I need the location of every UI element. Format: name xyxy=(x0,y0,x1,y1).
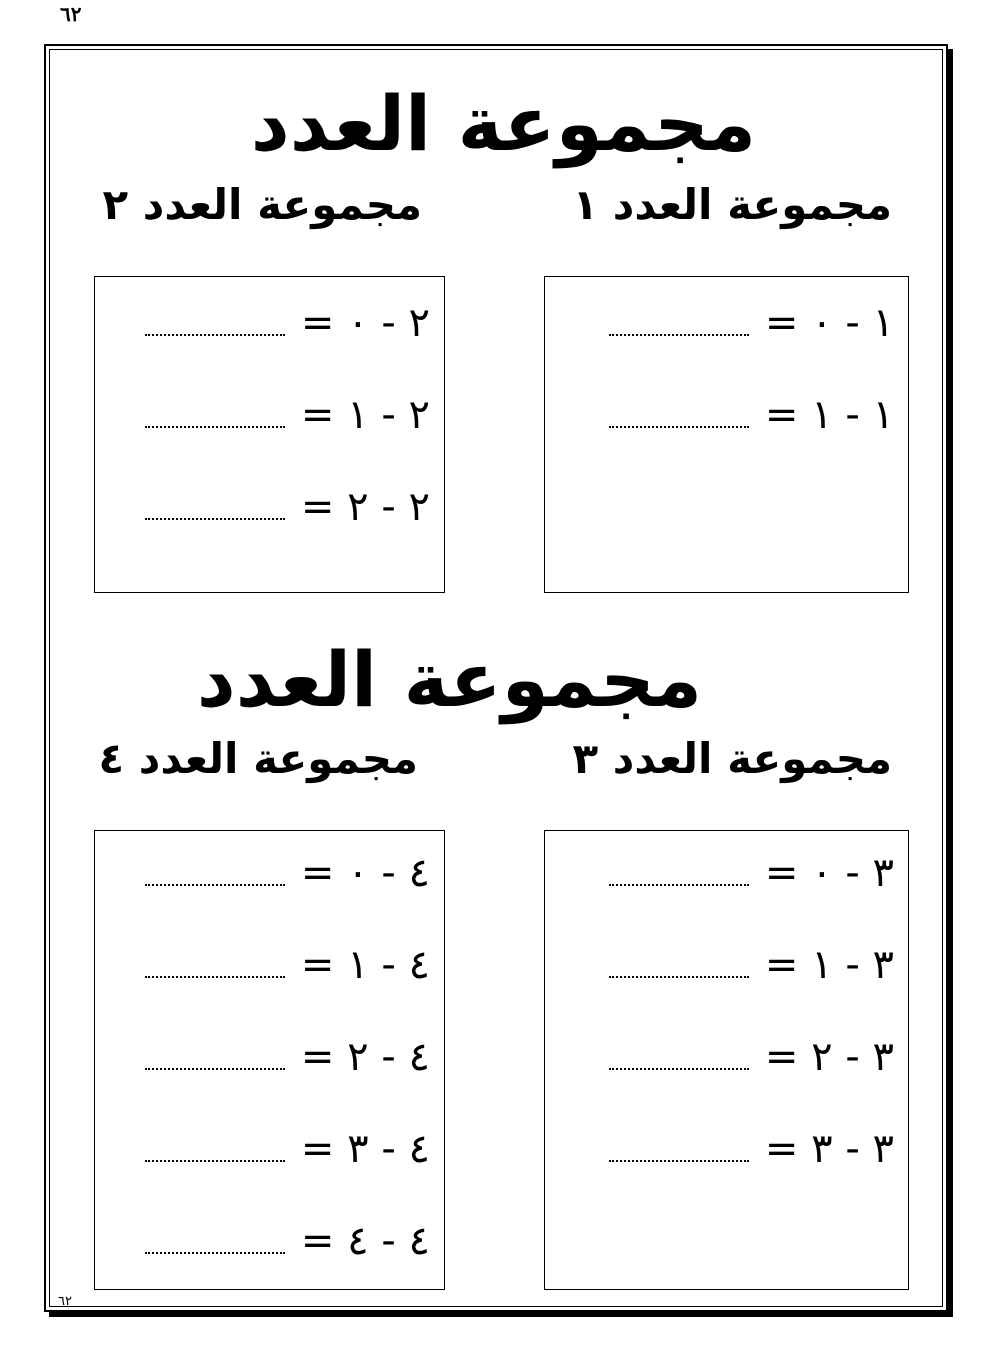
equation-row xyxy=(145,1126,430,1172)
group-box-3 xyxy=(544,830,909,1290)
equation-text: ٤ - ٣ = xyxy=(300,1126,430,1172)
answer-line[interactable] xyxy=(145,1058,285,1070)
answer-line[interactable] xyxy=(145,508,285,520)
answer-line[interactable] xyxy=(145,1242,285,1254)
group-title: مجموعة العدد ٢ xyxy=(102,180,422,229)
equation-text: ٤ - ٤ = xyxy=(300,1218,430,1264)
equation-row xyxy=(145,1218,430,1264)
answer-line[interactable] xyxy=(609,1058,749,1070)
answer-line[interactable] xyxy=(609,966,749,978)
equation-text: ٣ - ١ = xyxy=(764,942,894,988)
answer-line[interactable] xyxy=(145,324,285,336)
group-box-1 xyxy=(544,276,909,593)
equation-text: ٢ - ٠ = xyxy=(300,300,430,346)
equation-row xyxy=(145,850,430,896)
equation-text: ٢ - ١ = xyxy=(300,392,430,438)
group-box-4 xyxy=(94,830,445,1290)
group-title: مجموعة العدد ١ xyxy=(572,180,892,229)
group-title: مجموعة العدد ٤ xyxy=(98,734,418,783)
equation-row xyxy=(145,1034,430,1080)
equation-text: ٤ - ٢ = xyxy=(300,1034,430,1080)
equation-row xyxy=(609,942,894,988)
section-title: مجموعة العدد xyxy=(196,635,702,724)
answer-line[interactable] xyxy=(145,966,285,978)
equation-row xyxy=(609,300,894,346)
answer-line[interactable] xyxy=(609,1150,749,1162)
answer-line[interactable] xyxy=(609,416,749,428)
answer-line[interactable] xyxy=(145,416,285,428)
equation-text: ٢ - ٢ = xyxy=(300,484,430,530)
equation-row xyxy=(609,1126,894,1172)
page-number-top: ٦٢ xyxy=(60,2,82,26)
equation-text: ٤ - ٠ = xyxy=(300,850,430,896)
answer-line[interactable] xyxy=(145,874,285,886)
equation-row xyxy=(609,850,894,896)
equation-text: ١ - ٠ = xyxy=(764,300,894,346)
equation-text: ٤ - ١ = xyxy=(300,942,430,988)
equation-text: ٣ - ٠ = xyxy=(764,850,894,896)
group-title: مجموعة العدد ٣ xyxy=(572,734,892,783)
answer-line[interactable] xyxy=(609,324,749,336)
equation-row xyxy=(145,484,430,530)
equation-row xyxy=(609,1034,894,1080)
equation-text: ١ - ١ = xyxy=(764,392,894,438)
answer-line[interactable] xyxy=(145,1150,285,1162)
page-number-bottom: ٦٢ xyxy=(58,1294,72,1309)
section-title: مجموعة العدد xyxy=(250,79,756,168)
equation-row xyxy=(145,300,430,346)
equation-text: ٣ - ٢ = xyxy=(764,1034,894,1080)
equation-row xyxy=(145,942,430,988)
group-box-2 xyxy=(94,276,445,593)
answer-line[interactable] xyxy=(609,874,749,886)
equation-row xyxy=(145,392,430,438)
equation-text: ٣ - ٣ = xyxy=(764,1126,894,1172)
equation-row xyxy=(609,392,894,438)
